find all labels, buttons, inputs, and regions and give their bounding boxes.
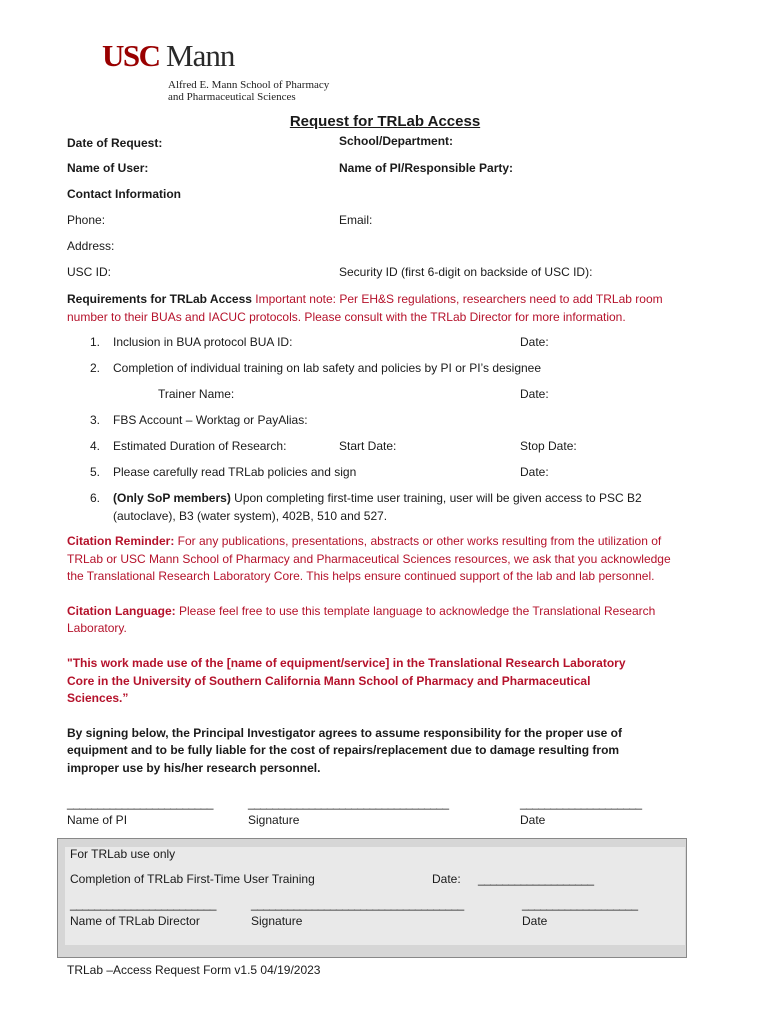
training-date-label: Date:: [432, 872, 461, 886]
trainer-name-label: Trainer Name:: [158, 387, 235, 401]
first-time-training-label: Completion of TRLab First-Time User Training: [70, 872, 315, 886]
sop-members-text: Upon completing first-time user training, user will be given access to PSC B2: [230, 491, 642, 505]
item-duration: Estimated Duration of Research:: [113, 439, 287, 453]
citation-quote-3: Sciences.”: [67, 691, 129, 705]
footer-form-version: TRLab –Access Request Form v1.5 04/19/2023: [67, 963, 321, 977]
date-of-request-label: Date of Request:: [67, 136, 163, 150]
date-caption: Date: [520, 813, 546, 827]
item-bua: Inclusion in BUA protocol BUA ID:: [113, 335, 293, 349]
item-sop-line: [113, 491, 642, 505]
logo-usc: USC: [102, 38, 160, 73]
director-date-caption: Date: [522, 914, 548, 928]
pi-name-line[interactable]: ________________________: [67, 796, 213, 810]
pi-date-line[interactable]: ____________________: [520, 796, 642, 810]
citation-reminder-text-3: the Translational Research Laboratory Core. This helps ensure continued support of the lab and lab personnel.: [67, 569, 655, 583]
important-note: Important note: Per EH&S regulations, researchers need to add TRLab room: [251, 292, 663, 306]
name-of-pi-caption: Name of PI: [67, 813, 128, 827]
item-number-5: 5.: [90, 465, 101, 479]
agreement-line-1: By signing below, the Principal Investigator agrees to assume responsibility for the proper use of: [67, 726, 623, 740]
citation-language-text-2: Laboratory.: [67, 621, 127, 635]
contact-information-heading: Contact Information: [67, 187, 181, 201]
logo-school-line1: Alfred E. Mann School of Pharmacy: [168, 79, 330, 91]
item-number-4: 4.: [90, 439, 101, 453]
citation-language-text: Please feel free to use this template language to acknowledge the Translational Research: [175, 604, 656, 618]
start-date-label: Start Date:: [339, 439, 397, 453]
director-name-line[interactable]: ________________________: [70, 897, 216, 911]
item-number-2: 2.: [90, 361, 101, 375]
signature-caption: Signature: [248, 813, 300, 827]
usc-id-label: USC ID:: [67, 265, 112, 279]
name-of-pi-label: Name of PI/Responsible Party:: [339, 161, 514, 175]
citation-reminder-text: For any publications, presentations, abstracts or other works resulting from the utilization of: [174, 534, 662, 548]
director-date-line[interactable]: ___________________: [522, 897, 638, 911]
trlab-use-only-panel: [65, 847, 685, 945]
agreement-line-3: improper use by his/her research personnel.: [67, 761, 321, 775]
school-department-label: School/Department:: [339, 134, 454, 148]
name-of-user-label: Name of User:: [67, 161, 149, 175]
director-signature-line[interactable]: ___________________________________: [251, 897, 464, 911]
important-note-cont: number to their BUAs and IACUC protocols. Please consult with the TRLab Director for more information.: [67, 310, 626, 324]
training-date-line[interactable]: ___________________: [478, 872, 594, 886]
director-name-caption: Name of TRLab Director: [70, 914, 200, 928]
director-signature-caption: Signature: [251, 914, 303, 928]
item-fbs-account: FBS Account – Worktag or PayAlias:: [113, 413, 308, 427]
item-number-1: 1.: [90, 335, 101, 349]
sop-members-text-cont: (autoclave), B3 (water system), 402B, 510 and 527.: [113, 509, 388, 523]
email-label: Email:: [339, 213, 373, 227]
stop-date-label: Stop Date:: [520, 439, 577, 453]
logo-school-line2: and Pharmaceutical Sciences: [168, 91, 296, 103]
security-id-label: Security ID (first 6-digit on backside of USC ID):: [339, 265, 593, 279]
phone-label: Phone:: [67, 213, 106, 227]
citation-quote-1: "This work made use of the [name of equipment/service] in the Translational Research Laboratory: [67, 656, 626, 670]
citation-reminder-text-2: TRLab or USC Mann School of Pharmacy and Pharmaceutical Sciences resources, we ask that you acknowledge: [67, 552, 671, 566]
requirements-heading-line: [67, 292, 663, 306]
page-title: Request for TRLab Access: [289, 113, 481, 130]
requirements-heading: Requirements for TRLab Access: [67, 292, 252, 306]
trainer-date-label: Date:: [520, 387, 549, 401]
agreement-line-2: equipment and to be fully liable for the cost of repairs/replacement due to damage resulting from: [67, 743, 620, 757]
policies-date-label: Date:: [520, 465, 549, 479]
citation-language-label: Citation Language:: [67, 604, 176, 618]
pi-signature-line[interactable]: _________________________________: [248, 796, 449, 810]
item-number-6: 6.: [90, 491, 101, 505]
item-bua-date: Date:: [520, 335, 549, 349]
citation-language-line: [67, 604, 655, 618]
logo-mann: Mann: [166, 38, 235, 73]
citation-quote-2: Core in the University of Southern California Mann School of Pharmacy and Pharmaceutical: [67, 674, 591, 688]
item-number-3: 3.: [90, 413, 101, 427]
citation-reminder-label: Citation Reminder:: [67, 534, 175, 548]
sop-members-label: (Only SoP members): [113, 491, 231, 505]
trlab-use-only-heading: For TRLab use only: [70, 847, 176, 861]
address-label: Address:: [67, 239, 115, 253]
citation-reminder-line: [67, 534, 661, 548]
item-training: Completion of individual training on lab safety and policies by PI or PI’s designee: [113, 361, 542, 375]
item-policies: Please carefully read TRLab policies and sign: [113, 465, 357, 479]
